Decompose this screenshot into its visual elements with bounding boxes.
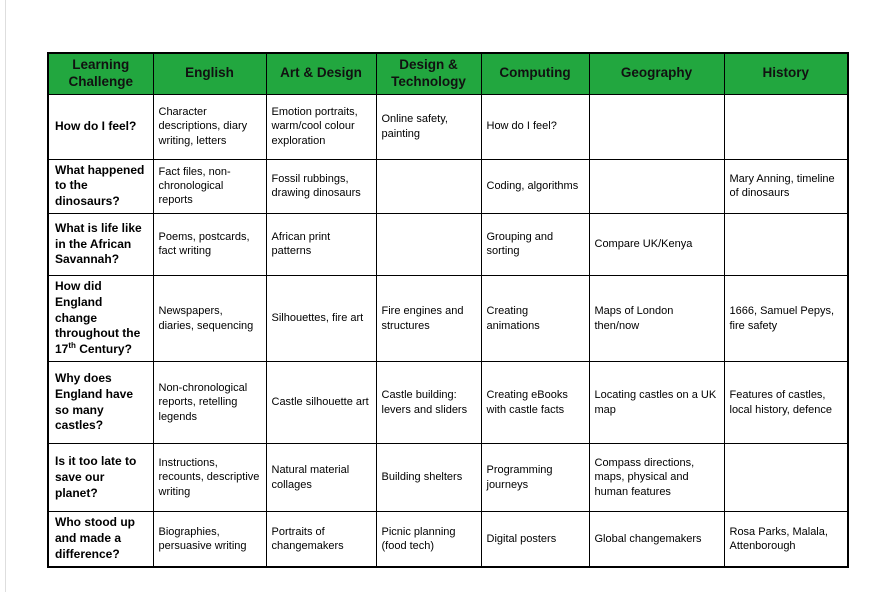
cell-history xyxy=(724,94,848,159)
header-design-technology: Design & Technology xyxy=(376,53,481,94)
cell-design-technology xyxy=(376,159,481,213)
cell-art-design: Castle silhouette art xyxy=(266,362,376,444)
cell-computing: Creating eBooks with castle facts xyxy=(481,362,589,444)
cell-computing: Programming journeys xyxy=(481,444,589,512)
challenge-cell xyxy=(48,275,153,361)
cell-history: 1666, Samuel Pepys, fire safety xyxy=(724,275,848,361)
cell-history xyxy=(724,444,848,512)
cell-english: Non-chronological reports, retelling legends xyxy=(153,362,266,444)
page-edge-line xyxy=(5,0,6,592)
cell-computing: Digital posters xyxy=(481,512,589,567)
challenge-cell: How do I feel? xyxy=(48,94,153,159)
cell-english: Fact files, non-chronological reports xyxy=(153,159,266,213)
cell-design-technology xyxy=(376,213,481,275)
header-row xyxy=(48,53,848,94)
table-row xyxy=(48,362,848,444)
challenge-text: How did England change throughout the 17 xyxy=(55,278,141,357)
cell-design-technology: Castle building: levers and sliders xyxy=(376,362,481,444)
header-history: History xyxy=(724,53,848,94)
cell-computing: Coding, algorithms xyxy=(481,159,589,213)
cell-computing: Grouping and sorting xyxy=(481,213,589,275)
cell-design-technology: Online safety, painting xyxy=(376,94,481,159)
cell-design-technology: Fire engines and structures xyxy=(376,275,481,361)
cell-english: Character descriptions, diary writing, letters xyxy=(153,94,266,159)
cell-geography: Compare UK/Kenya xyxy=(589,213,724,275)
cell-history: Rosa Parks, Malala, Attenborough xyxy=(724,512,848,567)
challenge-cell: Is it too late to save our planet? xyxy=(48,444,153,512)
cell-design-technology: Picnic planning (food tech) xyxy=(376,512,481,567)
challenge-text: Century? xyxy=(75,342,132,357)
table-row xyxy=(48,94,848,159)
cell-history xyxy=(724,213,848,275)
cell-geography xyxy=(589,159,724,213)
cell-computing: Creating animations xyxy=(481,275,589,361)
cell-art-design: African print patterns xyxy=(266,213,376,275)
header-geography: Geography xyxy=(589,53,724,94)
ordinal-superscript: th xyxy=(68,341,76,351)
cell-english: Poems, postcards, fact writing xyxy=(153,213,266,275)
cell-geography xyxy=(589,94,724,159)
table-row xyxy=(48,159,848,213)
curriculum-table xyxy=(47,52,849,568)
cell-geography: Maps of London then/now xyxy=(589,275,724,361)
table-row xyxy=(48,512,848,567)
cell-history: Features of castles, local history, defence xyxy=(724,362,848,444)
header-english: English xyxy=(153,53,266,94)
challenge-cell: Who stood up and made a difference? xyxy=(48,512,153,567)
cell-english: Newspapers, diaries, sequencing xyxy=(153,275,266,361)
cell-art-design: Portraits of changemakers xyxy=(266,512,376,567)
cell-art-design: Silhouettes, fire art xyxy=(266,275,376,361)
cell-geography: Compass directions, maps, physical and human features xyxy=(589,444,724,512)
cell-english: Biographies, persuasive writing xyxy=(153,512,266,567)
cell-art-design: Fossil rubbings, drawing dinosaurs xyxy=(266,159,376,213)
cell-geography: Global changemakers xyxy=(589,512,724,567)
header-learning-challenge: Learning Challenge xyxy=(48,53,153,94)
cell-computing: How do I feel? xyxy=(481,94,589,159)
table-row xyxy=(48,275,848,361)
challenge-cell: Why does England have so many castles? xyxy=(48,362,153,444)
cell-geography: Locating castles on a UK map xyxy=(589,362,724,444)
cell-art-design: Emotion portraits, warm/cool colour exploration xyxy=(266,94,376,159)
cell-design-technology: Building shelters xyxy=(376,444,481,512)
header-computing: Computing xyxy=(481,53,589,94)
challenge-cell: What happened to the dinosaurs? xyxy=(48,159,153,213)
cell-history: Mary Anning, timeline of dinosaurs xyxy=(724,159,848,213)
cell-art-design: Natural material collages xyxy=(266,444,376,512)
challenge-cell: What is life like in the African Savannah? xyxy=(48,213,153,275)
table-row xyxy=(48,444,848,512)
cell-english: Instructions, recounts, descriptive writing xyxy=(153,444,266,512)
header-art-design: Art & Design xyxy=(266,53,376,94)
table-row xyxy=(48,213,848,275)
